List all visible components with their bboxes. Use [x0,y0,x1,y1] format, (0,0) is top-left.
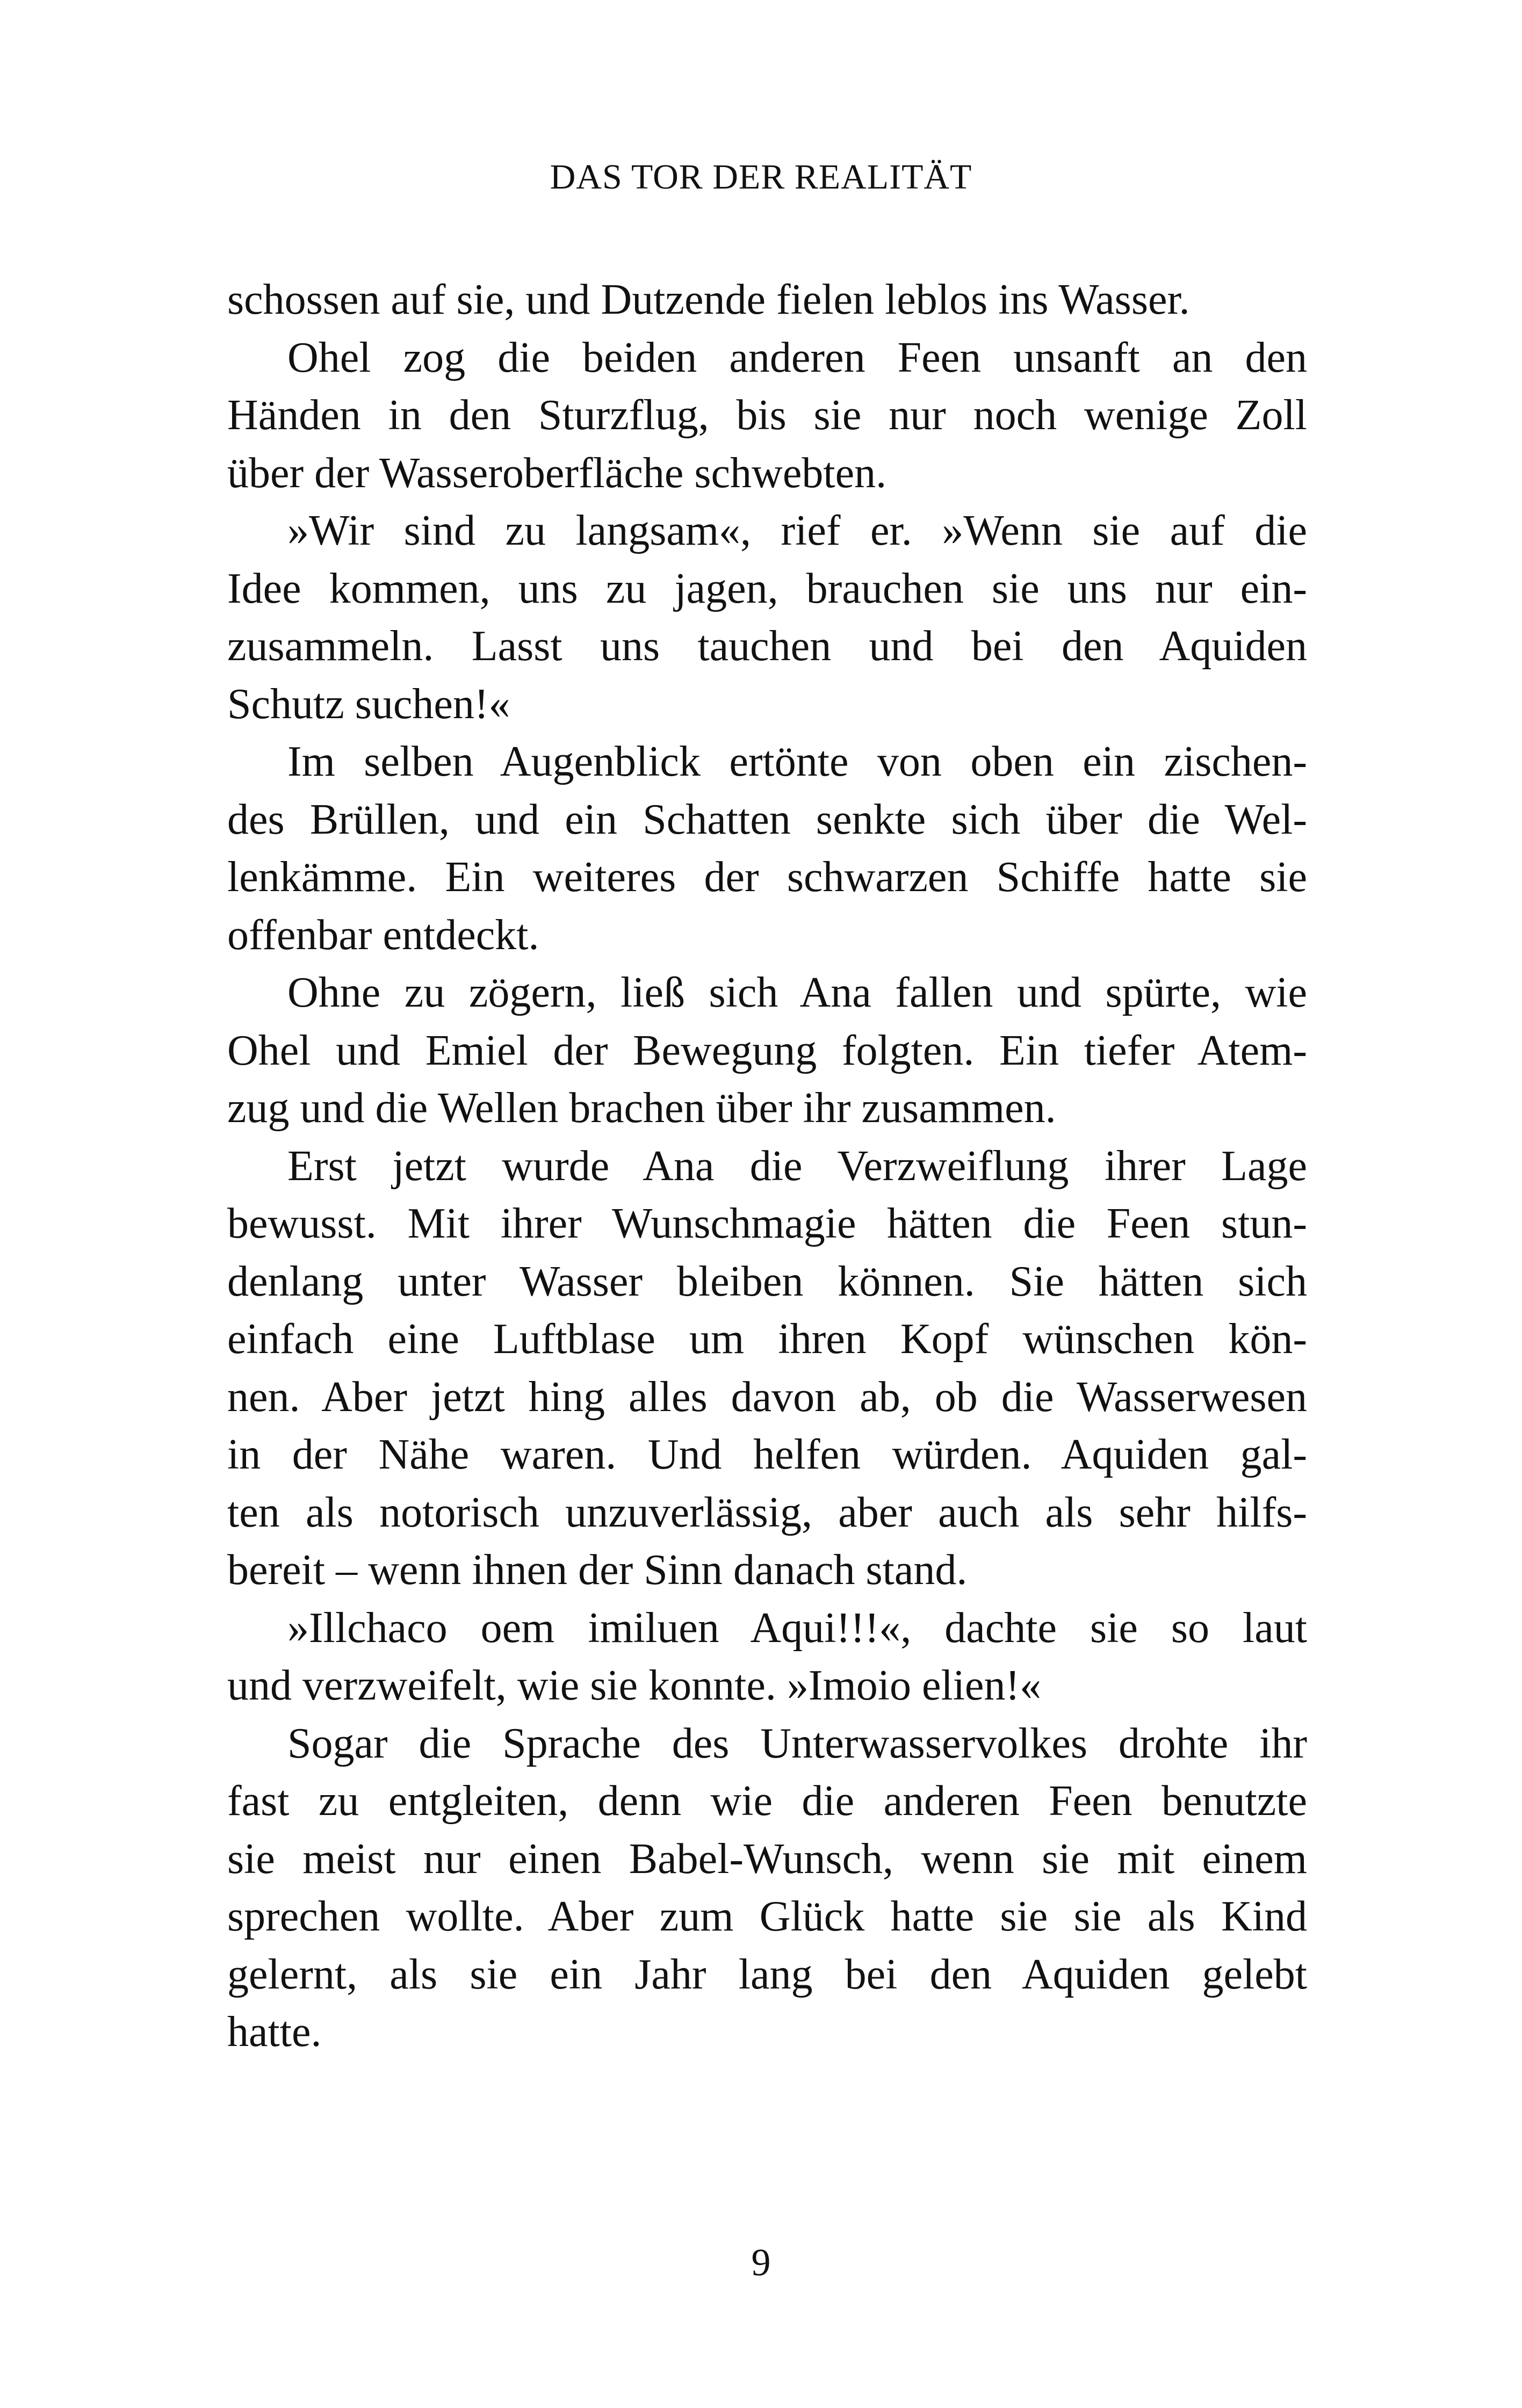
page-number: 9 [751,2241,771,2284]
text-line: nen. Aber jetzt hing alles davon ab, ob die Wasserwesen [227,1373,1307,1421]
text-line: bewusst. Mit ihrer Wunschmagie hätten die Feen stun- [227,1200,1307,1247]
text-line: Schutz suchen!« [227,680,510,728]
text-line: Ohne zu zögern, ließ sich Ana fallen und spürte, wie [287,969,1307,1016]
text-line: Im selben Augenblick ertönte von oben ein zischen- [287,738,1307,785]
text-line: einfach eine Luftblase um ihren Kopf wünschen kön- [227,1315,1307,1363]
text-line: sprechen wollte. Aber zum Glück hatte sie sie als Kind [227,1893,1307,1940]
text-line: »Illchaco oem imiluen Aqui!!!«, dachte sie so laut [287,1604,1307,1652]
text-line: Idee kommen, uns zu jagen, brauchen sie uns nur ein- [227,565,1307,612]
text-line: ten als notorisch unzuverlässig, aber auch als sehr hilfs- [227,1488,1307,1536]
text-line: Erst jetzt wurde Ana die Verzweiflung ihrer Lage [287,1142,1307,1190]
text-line: bereit – wenn ihnen der Sinn danach stand. [227,1546,968,1594]
text-line: Händen in den Sturzflug, bis sie nur noch wenige Zoll [227,392,1307,439]
text-line: zug und die Wellen brachen über ihr zusammen. [227,1084,1056,1132]
text-line: Ohel und Emiel der Bewegung folgten. Ein tiefer Atem- [227,1026,1307,1074]
text-line: »Wir sind zu langsam«, rief er. »Wenn sie auf die [287,507,1307,554]
text-line: schossen auf sie, und Dutzende fielen leblos ins Wasser. [227,276,1190,323]
text-line: des Brüllen, und ein Schatten senkte sich über die Wel- [227,796,1307,843]
text-line: lenkämme. Ein weiteres der schwarzen Schiffe hatte sie [227,854,1307,901]
text-line: Ohel zog die beiden anderen Feen unsanft an den [287,334,1307,381]
text-line: über der Wasseroberfläche schwebten. [227,449,887,497]
text-line: in der Nähe waren. Und helfen würden. Aquiden gal- [227,1431,1307,1478]
text-line: Sogar die Sprache des Unterwasservolkes drohte ihr [287,1719,1307,1767]
text-line: sie meist nur einen Babel-Wunsch, wenn sie mit einem [227,1835,1307,1883]
text-line: gelernt, als sie ein Jahr lang bei den Aquiden gelebt [227,1950,1307,1998]
text-line: fast zu entgleiten, denn wie die anderen Feen benutzte [227,1777,1307,1825]
text-line: hatte. [227,2008,322,2056]
body-text [227,271,1307,2062]
text-line: zusammeln. Lasst uns tauchen und bei den Aquiden [227,623,1307,670]
text-line: offenbar entdeckt. [227,911,539,959]
running-header: DAS TOR DER REALITÄT [550,157,972,197]
text-line: denlang unter Wasser bleiben können. Sie hätten sich [227,1257,1307,1305]
text-line: und verzweifelt, wie sie konnte. »Imoio elien!« [227,1662,1042,1709]
